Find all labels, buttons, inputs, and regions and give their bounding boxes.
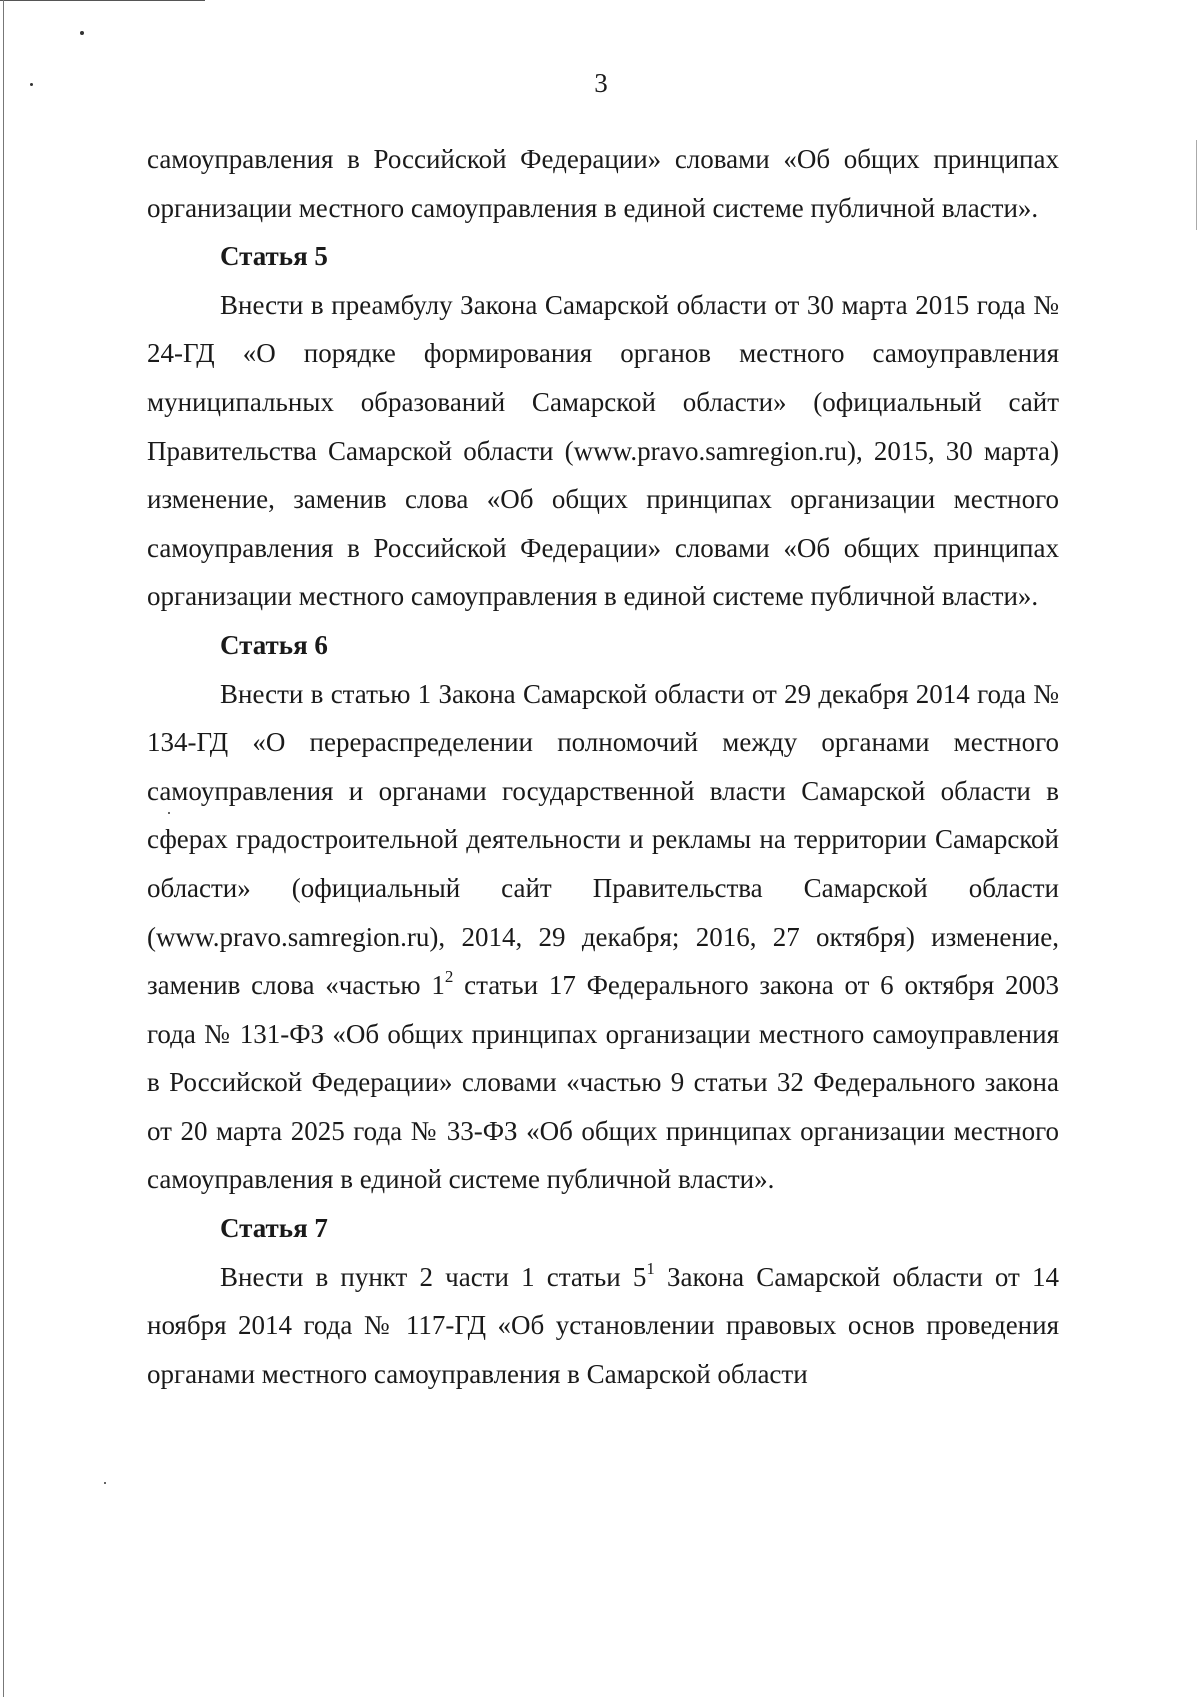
page-number: 3	[594, 68, 608, 98]
article-7-text-start: Внести в пункт 2 части 1 статьи 5	[220, 1261, 647, 1292]
article-6-paragraph	[147, 670, 1059, 1205]
scan-speck	[80, 31, 84, 35]
article-6-text-start: Внести в статью 1 Закона Самарской области от 29 декабря 2014 года № 134-ГД «О перераспределении полномочий между органами местного самоуправления и органами государственной власти Самарской области в сферах градостроительной деятельности и рекламы на территории Самарской области» (официальный сайт Правительства Самарской области (www.pravo.samregion.ru), 2014, 29 декабря; 2016, 27 октября) изменение, заменив слова «частью 1	[147, 678, 1059, 1001]
article-6-text-end: статьи 17 Федерального закона от 6 октября 2003 года № 131-ФЗ «Об общих принципах организации местного самоуправления в Российской Федерации» словами «частью 9 статьи 32 Федерального закона от 20 марта 2025 года № 33-ФЗ «Об общих принципах организации местного самоуправления в единой системе публичной власти».	[147, 970, 1059, 1195]
article-7-paragraph	[147, 1253, 1059, 1399]
article-5-heading: Статья 5	[220, 241, 328, 272]
scan-border-left	[3, 0, 4, 1697]
article-7-superscript: 1	[646, 1258, 655, 1278]
article-6-heading: Статья 6	[220, 629, 328, 660]
scan-border-right	[1196, 140, 1197, 230]
article-7-heading: Статья 7	[220, 1213, 328, 1244]
scan-speck	[30, 83, 33, 86]
article-7-text-end: Закона Самарской области от 14 ноября 2014 года № 117-ГД «Об установлении правовых основ проведения органами местного самоуправления в Самарской области	[147, 1261, 1059, 1389]
document-body	[147, 135, 1059, 1398]
article-6-superscript: 2	[444, 967, 454, 987]
scan-border-top	[0, 0, 205, 1]
scan-speck	[104, 1482, 106, 1484]
article-5-paragraph: Внести в преамбулу Закона Самарской области от 30 марта 2015 года № 24-ГД «О порядке формирования органов местного самоуправления муниципальных образований Самарской области» (официальный сайт Правительства Самарской области (www.pravo.samregion.ru), 2015, 30 марта) изменение, заменив слова «Об общих принципах организации местного самоуправления в Российской Федерации» словами «Об общих принципах организации местного самоуправления в единой системе публичной власти».	[147, 289, 1059, 612]
intro-paragraph: самоуправления в Российской Федерации» словами «Об общих принципах организации местного самоуправления в единой системе публичной власти».	[147, 144, 1059, 223]
